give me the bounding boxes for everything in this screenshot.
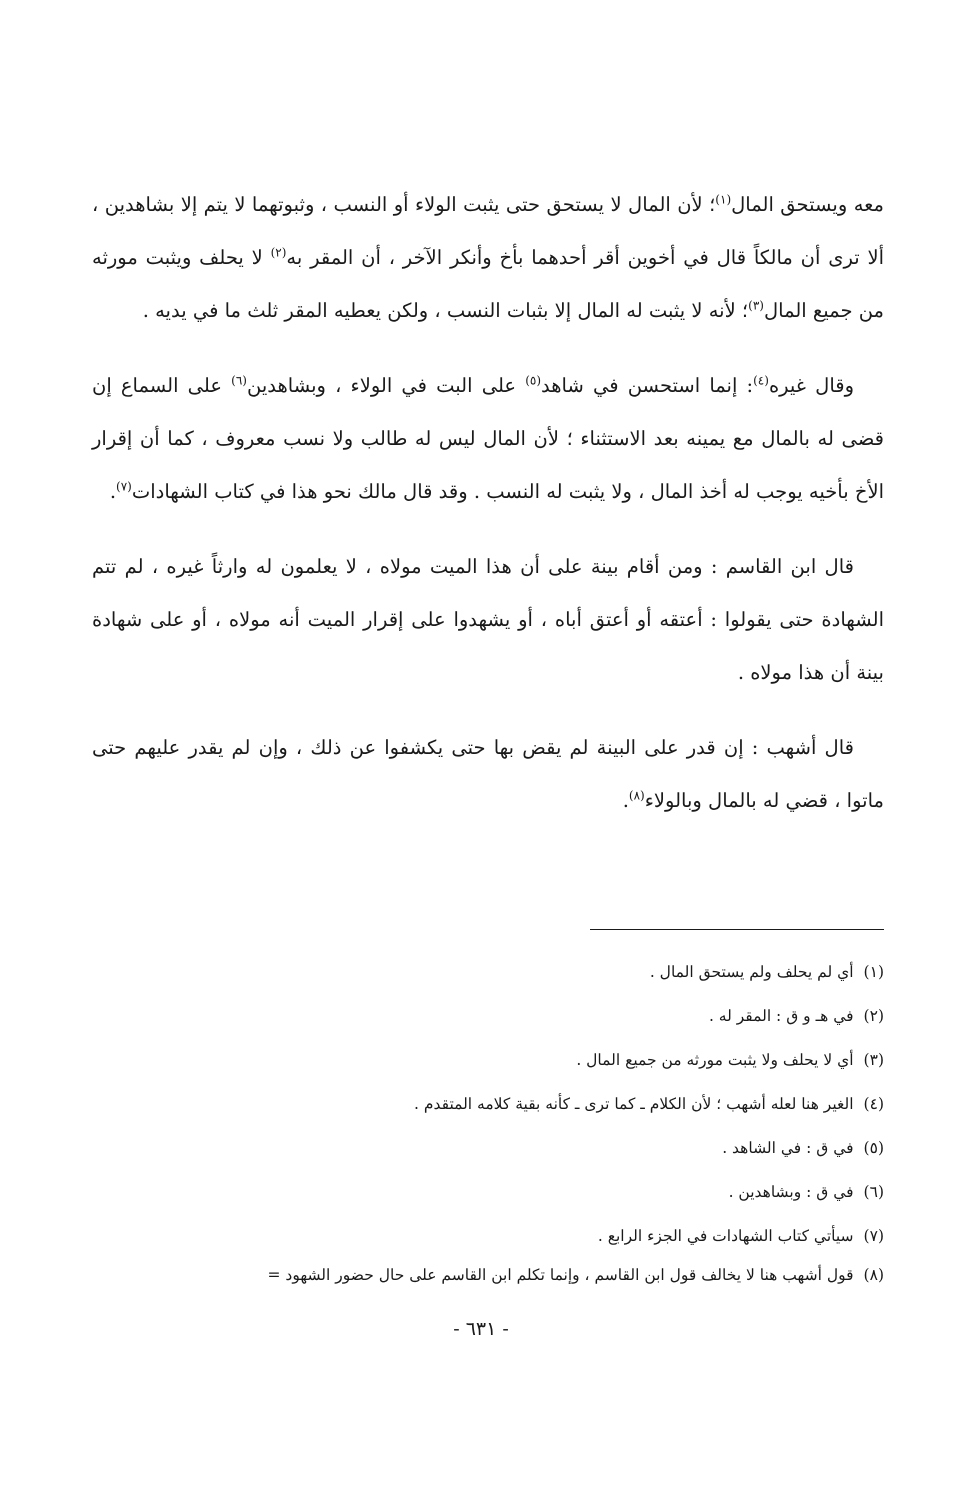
footnote-divider (590, 929, 884, 930)
footnote-text: في هـ و ق : المقر له . (708, 1007, 854, 1025)
footnote-text: في ق : وبشاهدين . (728, 1183, 854, 1201)
page-number: - ٦٣١ - (453, 1318, 509, 1340)
footnote-ref-5[interactable]: (٥) (525, 373, 542, 388)
footnote-3 (92, 1038, 884, 1082)
footnote-text: أي لم يحلف ولم يستحق المال . (649, 963, 854, 981)
footnotes-list (92, 950, 884, 1292)
footnote-4 (92, 1082, 884, 1126)
footnote-ref-4[interactable]: (٤) (753, 373, 769, 388)
footnote-text: أي لا يحلف ولا يثبت مورثه من جميع المال . (576, 1051, 854, 1069)
paragraph-4: قال أشهب : إن قدر على البينة لم يقض بها حتى يكشفوا عن ذلك ، وإن لم يقدر عليهم حتى ماتوا ، قضي له بالمال وبالولاء$^{(٨)}$. (92, 736, 884, 812)
footnote-ref-8[interactable]: (٨) (628, 788, 645, 803)
footnote-8 (92, 1258, 884, 1292)
paragraph-1: معه ويستحق المال$^{(١)}$؛ لأن المال لا يستحق حتى يثبت الولاء أو النسب ، وثبوتهما لا يتم إلا بشاهدين ، ألا ترى أن مالكاً قال في أخوين أقر أحدهما بأخ وأنكر الآخر ، أن المقر به$^{(٢)}$ لا يحلف ويثبت مورثه من جميع المال$^{(٣)}$؛ لأنه لا يثبت له المال إلا بثبات النسب ، ولكن يعطيه المقر ثلث ما في يديه . (92, 192, 885, 322)
footnote-ref-3[interactable]: (٣) (748, 298, 764, 313)
footnote-number: (٢) (863, 1007, 884, 1025)
footnote-7 (92, 1214, 884, 1258)
footnote-number: (٣) (863, 1051, 884, 1069)
footnote-5 (92, 1126, 884, 1170)
main-text (92, 178, 884, 849)
footnote-text: سيأتي كتاب الشهادات في الجزء الرابع . (597, 1227, 854, 1245)
paragraph-2: وقال غيره$^{(٤)}$: إنما استحسن في شاهد$^{(٥)}$ على البت في الولاء ، وبشاهدين$^{(٦)}$ على السماع إن قضى له بالمال مع يمينه بعد الاستثناء ؛ لأن المال ليس له طالب ولا نسب معروف ، كما أن إقرار الأخ بأخيه يوجب له أخذ المال ، ولا يثبت له النسب . وقد قال مالك نحو هذا في كتاب الشهادات$^{(٧)}$. (92, 373, 884, 503)
footnote-text: الغير هنا لعله أشهب ؛ لأن الكلام ـ كما ترى ـ كأنه بقية كلامه المتقدم . (414, 1095, 854, 1113)
footnote-text: في ق : في الشاهد . (722, 1139, 854, 1157)
footnote-ref-6[interactable]: (٦) (231, 373, 247, 388)
footnote-number: (٨) (863, 1266, 884, 1284)
footnote-ref-2[interactable]: (٢) (270, 245, 287, 260)
footnote-ref-1[interactable]: (١) (715, 192, 732, 207)
footnote-number: (٦) (863, 1183, 884, 1201)
footnote-number: (٧) (863, 1227, 884, 1245)
footnote-ref-7[interactable]: (٧) (116, 479, 132, 494)
footnote-number: (١) (863, 963, 884, 981)
footnote-number: (٥) (863, 1139, 884, 1157)
footnote-6 (92, 1170, 884, 1214)
footnote-2 (92, 994, 884, 1038)
paragraph-3: قال ابن القاسم : ومن أقام بينة على أن هذا الميت مولاه ، لا يعلمون له وارثاً غيره ، لم تتم الشهادة حتى يقولوا : أعتقه أو أعتق أباه ، أو يشهدوا على إقرار الميت أنه مولاه ، أو على شهادة بينة أن هذا مولاه . (92, 555, 884, 684)
footnote-number: (٤) (863, 1095, 884, 1113)
footnote-1 (92, 950, 884, 994)
footnote-text: قول أشهب هنا لا يخالف قول ابن القاسم ، وإنما تكلم ابن القاسم على حال حضور الشهود = (267, 1266, 854, 1284)
